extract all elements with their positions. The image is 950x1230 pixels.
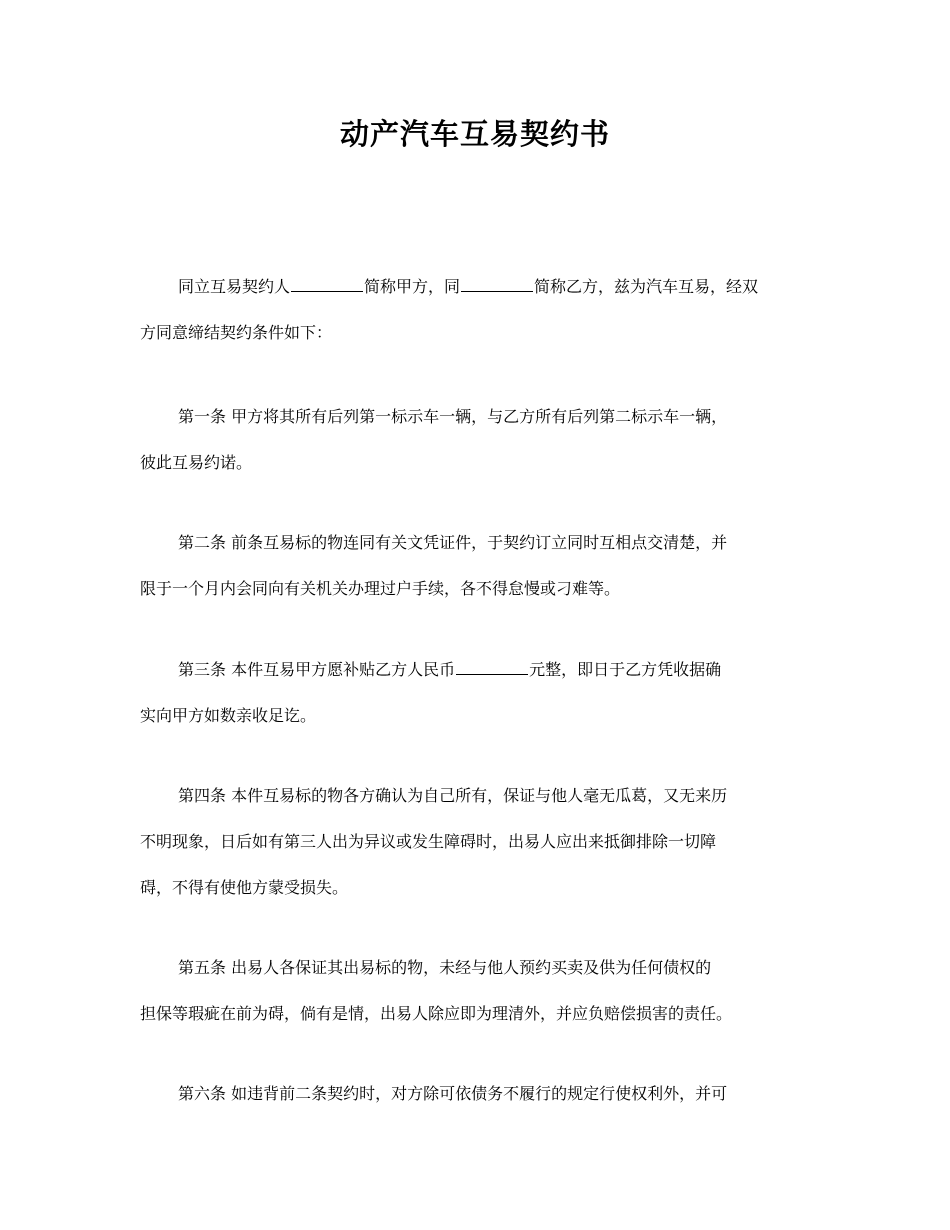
party-b-name-blank <box>461 277 533 292</box>
intro-text-b: 简称甲方，同 <box>364 277 461 296</box>
article-1 <box>140 394 830 486</box>
article-2-line-1: 第二条 前条互易标的物连同有关文凭证件，于契约订立同时互相点交清楚，并 <box>178 533 728 552</box>
article-5-line-2: 担保等瑕疵在前为碍，倘有是情，出易人除应即为理清外，并应负赔偿损害的责任。 <box>140 1004 733 1023</box>
article-5 <box>140 945 830 1037</box>
amount-blank <box>456 660 528 675</box>
article-6-line-1: 第六条 如违背前二条契约时，对方除可依债务不履行的规定行使权利外，并可 <box>178 1084 728 1103</box>
article-3 <box>140 647 830 739</box>
article-3-line-2: 实向甲方如数亲收足讫。 <box>140 706 317 725</box>
intro-paragraph <box>140 264 830 356</box>
article-3-line-1 <box>140 647 830 693</box>
article-3-text-a: 第三条 本件互易甲方愿补贴乙方人民币 <box>178 660 456 679</box>
intro-line-2: 方同意缔结契约条件如下： <box>140 323 333 342</box>
article-2-line-2: 限于一个月内会同向有关机关办理过户手续，各不得怠慢或刁难等。 <box>140 579 621 598</box>
article-4 <box>140 773 830 911</box>
article-4-line-3: 碍，不得有使他方蒙受损失。 <box>140 878 349 897</box>
article-1-line-2: 彼此互易约诺。 <box>140 453 253 472</box>
article-5-line-1: 第五条 出易人各保证其出易标的物，未经与他人预约买卖及供为任何债权的 <box>178 958 712 977</box>
intro-text-a: 同立互易契约人 <box>178 277 291 296</box>
article-1-line-1: 第一条 甲方将其所有后列第一标示车一辆，与乙方所有后列第二标示车一辆， <box>178 407 728 426</box>
party-a-name-blank <box>291 277 363 292</box>
article-2 <box>140 520 830 612</box>
article-4-line-2: 不明现象，日后如有第三人出为异议或发生障碍时，出易人应出来抵御排除一切障 <box>140 832 717 851</box>
article-4-line-1: 第四条 本件互易标的物各方确认为自己所有，保证与他人毫无瓜葛，又无来历 <box>178 786 728 805</box>
article-3-text-b: 元整，即日于乙方凭收据确 <box>529 660 722 679</box>
intro-text-c: 简称乙方，兹为汽车互易，经双 <box>534 277 759 296</box>
article-6 <box>140 1071 830 1117</box>
document-title: 动产汽车互易契约书 <box>339 117 610 151</box>
intro-line-1 <box>140 264 830 310</box>
